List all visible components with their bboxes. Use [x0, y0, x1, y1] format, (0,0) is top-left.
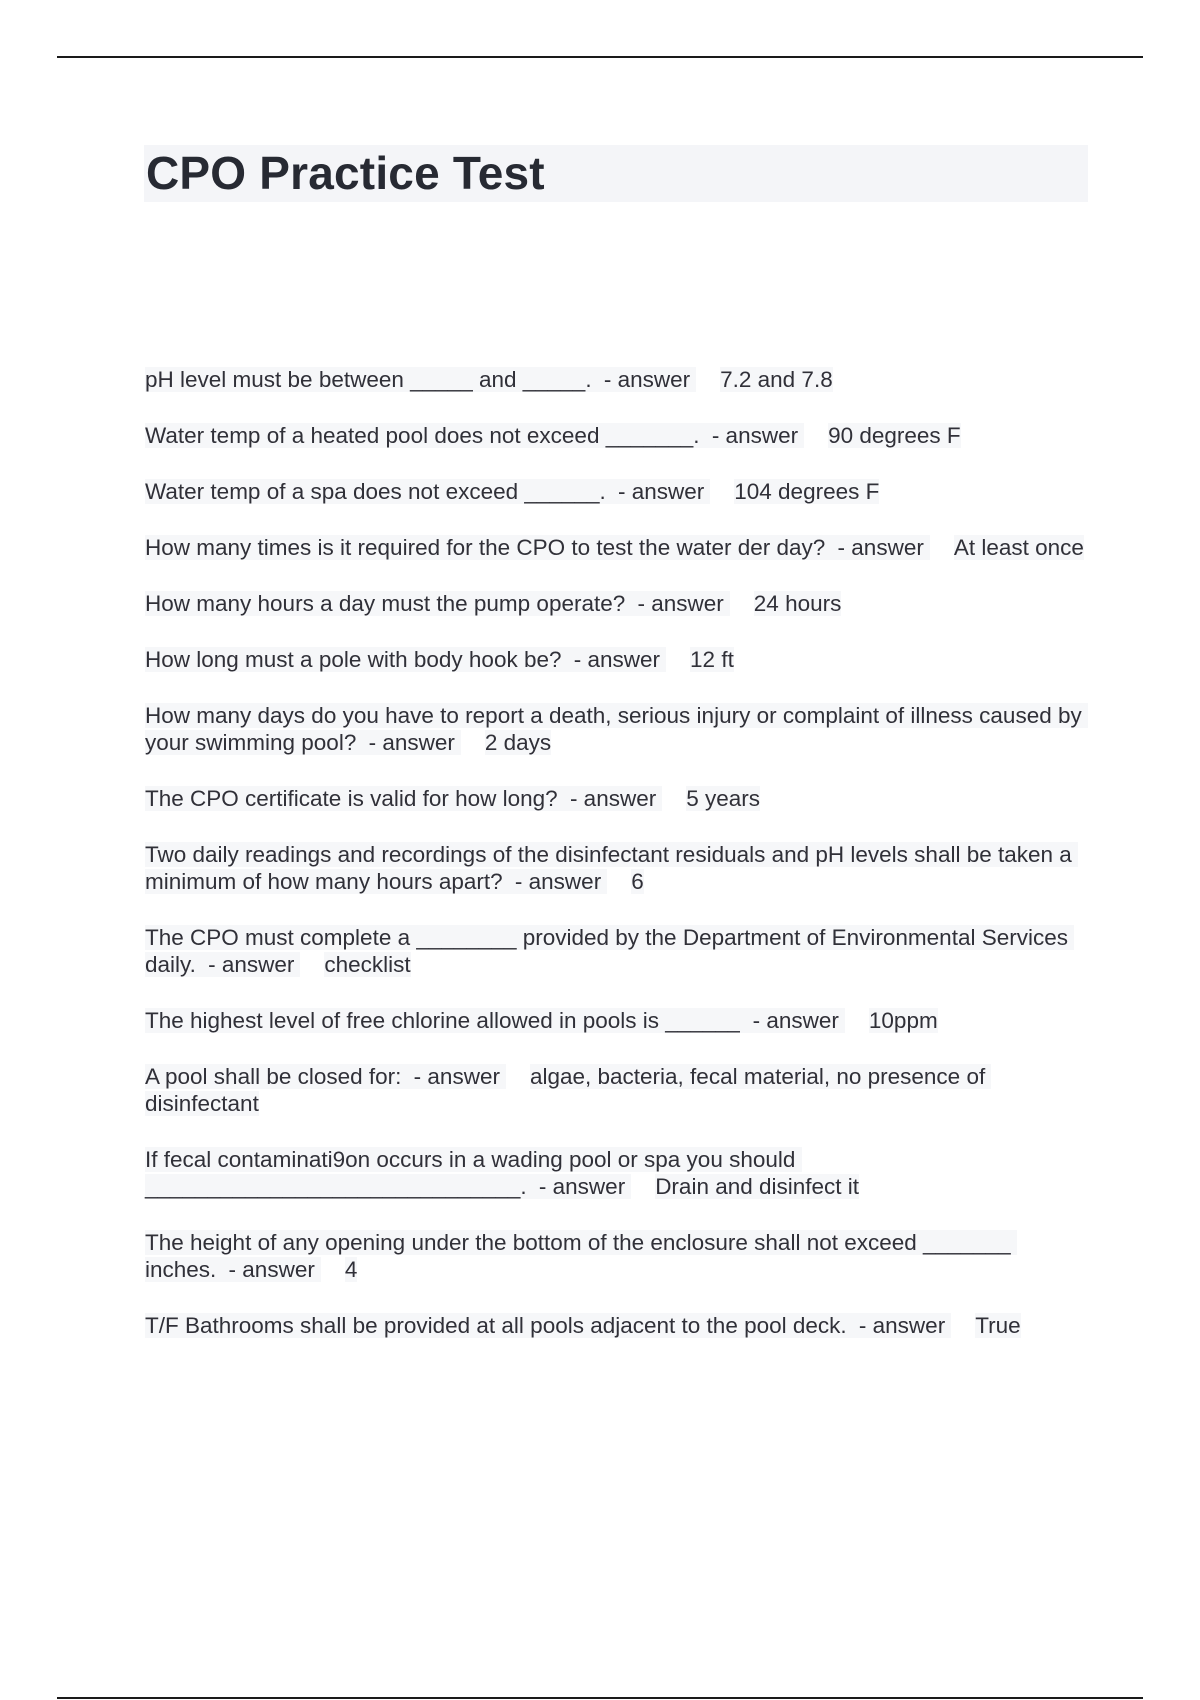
answer-separator: - answer [700, 423, 805, 448]
question-text: The height of any opening under the bottom of the enclosure shall not exceed _______ inches. [145, 1230, 1017, 1282]
answer-text: 5 years [686, 786, 761, 811]
qa-item [145, 366, 1085, 393]
question-text: pH level must be between _____ and _____. [145, 367, 592, 392]
top-rule [57, 56, 1143, 58]
answer-separator: - answer [356, 730, 461, 755]
qa-item [145, 1007, 1085, 1034]
answer-text: 24 hours [753, 591, 842, 616]
document-title: CPO Practice Test [146, 147, 545, 199]
answer-separator: - answer [825, 535, 930, 560]
question-text: How many hours a day must the pump operate? [145, 591, 626, 616]
answer-separator: - answer [606, 479, 711, 504]
question-text: Two daily readings and recordings of the disinfectant residuals and pH levels shall be taken a minimum of how many hours apart? [145, 842, 1079, 894]
question-text: How many days do you have to report a death, serious injury or complaint of illness caused by your swimming pool? [145, 703, 1089, 755]
answer-separator: - answer [847, 1313, 952, 1338]
qa-item [145, 1229, 1085, 1283]
answer-separator: - answer [625, 591, 730, 616]
qa-item [145, 785, 1085, 812]
answer-separator: - answer [558, 786, 663, 811]
question-text: How long must a pole with body hook be? [145, 647, 562, 672]
answer-separator: - answer [562, 647, 667, 672]
question-text: T/F Bathrooms shall be provided at all pools adjacent to the pool deck. [145, 1313, 847, 1338]
qa-item [145, 924, 1085, 978]
qa-item [145, 1063, 1085, 1117]
qa-item [145, 590, 1085, 617]
answer-separator: - answer [401, 1064, 506, 1089]
answer-separator: - answer [503, 869, 608, 894]
qa-item [145, 646, 1085, 673]
answer-separator: - answer [592, 367, 697, 392]
question-text: The highest level of free chlorine allowed in pools is ______ [145, 1008, 741, 1033]
answer-text: algae, bacteria, fecal material, no presence of disinfectant [145, 1064, 992, 1116]
qa-item [145, 534, 1085, 561]
qa-item [145, 422, 1085, 449]
answer-text: True [975, 1313, 1021, 1338]
qa-item [145, 841, 1085, 895]
qa-item [145, 1146, 1085, 1200]
answer-text: Drain and disinfect it [655, 1174, 860, 1199]
answer-text: 90 degrees F [828, 423, 961, 448]
question-text: How many times is it required for the CPO to test the water der day? [145, 535, 826, 560]
answer-text: checklist [324, 952, 411, 977]
answer-separator: - answer [740, 1008, 845, 1033]
question-text: A pool shall be closed for: [145, 1064, 402, 1089]
question-text: The CPO certificate is valid for how long? [145, 786, 558, 811]
bottom-rule [57, 1697, 1143, 1699]
answer-text: 10ppm [868, 1008, 938, 1033]
question-answer-list [145, 366, 1089, 1368]
answer-text: 12 ft [690, 647, 734, 672]
answer-text: 6 [631, 869, 644, 894]
question-text: If fecal contaminati9on occurs in a wading pool or spa you should ______________________________. [145, 1147, 802, 1199]
answer-text: 4 [344, 1257, 358, 1282]
answer-text: At least once [953, 535, 1084, 560]
qa-item [145, 1312, 1085, 1339]
question-text: The CPO must complete a ________ provided by the Department of Environmental Services daily. [145, 925, 1075, 977]
answer-separator: - answer [216, 1257, 321, 1282]
answer-text: 7.2 and 7.8 [720, 367, 833, 392]
answer-text: 104 degrees F [734, 479, 880, 504]
answer-separator: - answer [196, 952, 301, 977]
qa-item [145, 478, 1085, 505]
answer-text: 2 days [484, 730, 552, 755]
answer-separator: - answer [527, 1174, 632, 1199]
question-text: Water temp of a heated pool does not exceed _______. [145, 423, 700, 448]
qa-item [145, 702, 1089, 756]
question-text: Water temp of a spa does not exceed ______. [145, 479, 606, 504]
